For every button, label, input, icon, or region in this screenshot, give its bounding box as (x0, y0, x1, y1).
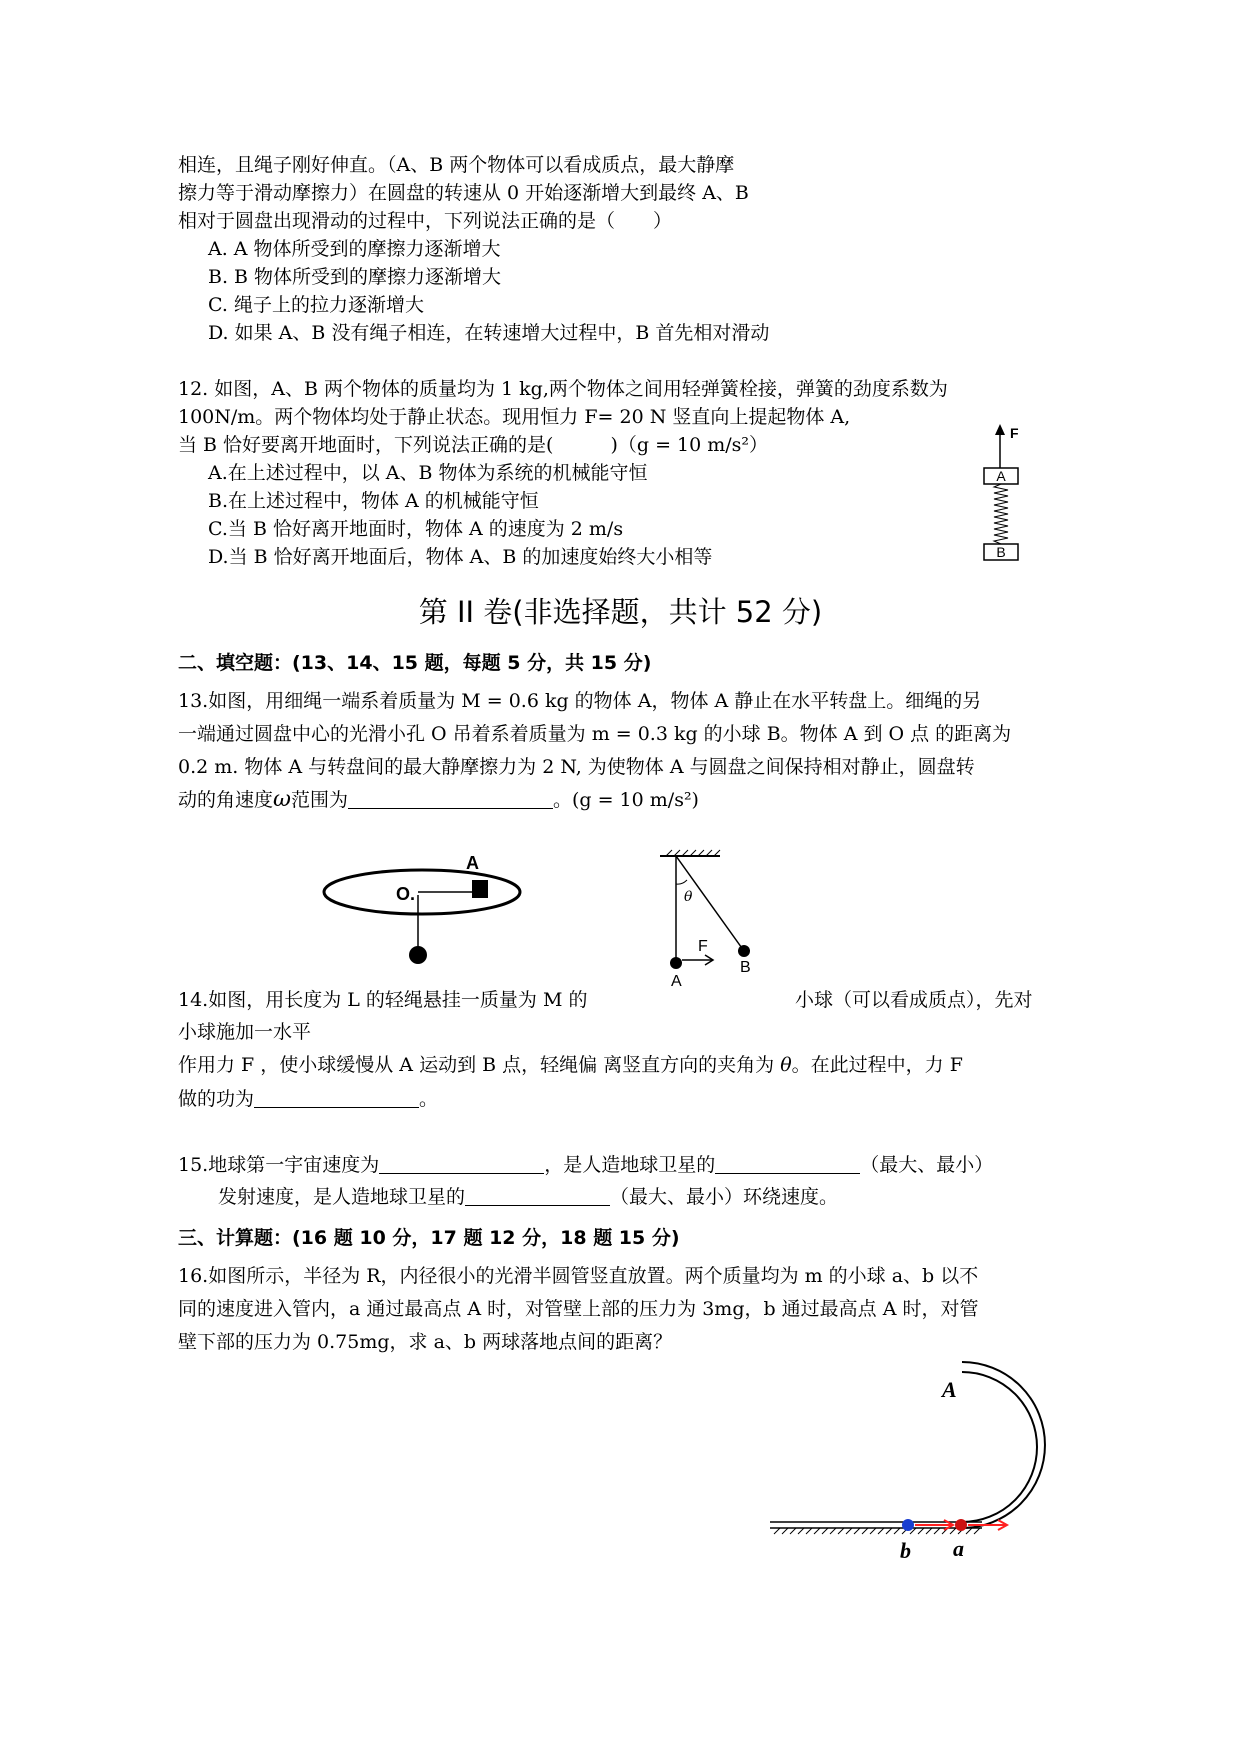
ball-b (409, 946, 427, 964)
q11-line-3: 相对于圆盘出现滑动的过程中，下列说法正确的是（ ） (178, 210, 673, 232)
block-a (472, 880, 488, 898)
q12-line-2: 100N/m。两个物体均处于静止状态。现用恒力 F= 20 N 竖直向上提起物体 A, (178, 406, 851, 428)
q16-label-b: b (900, 1538, 911, 1563)
q15-blank-1[interactable] (379, 1153, 544, 1174)
q13-line4-after: 。(g = 10 m/s²) (552, 789, 699, 811)
q14-pendulum-figure (660, 848, 780, 998)
q14-line-1: 14.如图，用长度为 L 的轻绳悬挂一质量为 M 的 (178, 989, 588, 1011)
tube-outer-wall (962, 1362, 1045, 1528)
section2-heading: 二、填空题：(13、14、15 题，每题 5 分，共 15 分) (178, 652, 652, 674)
q16-line-2: 同的速度进入管内，a 通过最高点 A 时，对管壁上部的压力为 3mg，b 通过最高点 A 时，对管 (178, 1298, 979, 1320)
q15-blank-3[interactable] (465, 1185, 610, 1206)
q13-answer-blank[interactable] (348, 788, 553, 809)
q15-line1-mid: ，是人造地球卫星的 (544, 1154, 716, 1176)
q14-line4-before: 做的功为 (178, 1088, 255, 1110)
omega-symbol: ω (273, 787, 291, 812)
section3-heading: 三、计算题：(16 题 10 分，17 题 12 分，18 题 15 分) (178, 1227, 680, 1249)
q15-line2-before: 发射速度，是人造地球卫星的 (218, 1186, 466, 1208)
force-arrow-head (995, 424, 1005, 435)
q14-label-a: A (671, 973, 682, 990)
q13-turntable-figure (318, 850, 528, 970)
q11-option-b: B. B 物体所受到的摩擦力逐渐增大 (208, 266, 502, 288)
q15-line-2 (218, 1184, 838, 1210)
angle-arc (676, 880, 687, 884)
q11-line-1: 相连，且绳子刚好伸直。（A、B 两个物体可以看成质点，最大静摩 (178, 154, 735, 176)
q14-label-b: B (740, 959, 751, 976)
q13-label-o: O. (396, 884, 416, 904)
q16-label-a: a (953, 1536, 964, 1561)
ball-a (955, 1519, 967, 1531)
q11-option-c: C. 绳子上的拉力逐渐增大 (208, 294, 424, 316)
q14-line3-before: 作用力 F ，使小球缓慢从 A 运动到 B 点，轻绳偏 离竖直方向的夹角为 (178, 1054, 775, 1076)
q14-label-f: F (698, 938, 708, 955)
q12-label-f: F (1010, 425, 1019, 441)
theta-symbol: θ (780, 1054, 792, 1076)
q15-line1-after: （最大、最小） (860, 1154, 994, 1176)
q14-label-theta: θ (684, 889, 693, 905)
q14-line4-after: 。 (419, 1088, 439, 1110)
q12-spring-figure (970, 420, 1050, 570)
q12-option-b: B.在上述过程中，物体 A 的机械能守恒 (208, 490, 539, 512)
q15-blank-2[interactable] (715, 1153, 860, 1174)
q13-line-3: 0.2 m. 物体 A 与转盘间的最大静摩擦力为 2 N, 为使物体 A 与圆盘之间保持相对静止，圆盘转 (178, 756, 975, 778)
q15-line1-before: 15.地球第一宇宙速度为 (178, 1154, 380, 1176)
q12-label-b: B (996, 544, 1006, 560)
q12-line-1: 12. 如图，A、B 两个物体的质量均为 1 kg,两个物体之间用轻弹簧栓接，弹簧的劲度系数为 (178, 378, 948, 400)
spring (994, 484, 1008, 544)
q14-line-4 (178, 1086, 438, 1112)
q11-option-d: D. 如果 A、B 没有绳子相连，在转速增大过程中，B 首先相对滑动 (208, 322, 770, 344)
q15-line2-after: （最大、最小）环绕速度。 (610, 1186, 839, 1208)
q13-line-2: 一端通过圆盘中心的光滑小孔 O 吊着系着质量为 m = 0.3 kg 的小球 B。物体 A 到 O 点 的距离为 (178, 723, 1012, 745)
q14-line-2: 小球施加一水平 (178, 1021, 312, 1043)
q16-semicircle-tube-figure (770, 1360, 1060, 1570)
q14-line-1-right: 小球（可以看成质点），先对 (795, 989, 1033, 1011)
q14-line3-after: 。在此过程中，力 F (791, 1054, 963, 1076)
part2-title: 第 II 卷(非选择题，共计 52 分) (418, 595, 823, 629)
q13-line4-mid: 范围为 (290, 789, 348, 811)
q13-line-1: 13.如图，用细绳一端系着质量为 M = 0.6 kg 的物体 A，物体 A 静止在水平转盘上。细绳的另 (178, 690, 982, 712)
q12-option-a: A.在上述过程中，以 A、B 物体为系统的机械能守恒 (208, 462, 648, 484)
q12-option-c: C.当 B 恰好离开地面时，物体 A 的速度为 2 m/s (208, 518, 624, 540)
q14-line-3 (178, 1052, 963, 1078)
ball-b (902, 1519, 914, 1531)
q12-line-3: 当 B 恰好要离开地面时，下列说法正确的是( )（g = 10 m/s²） (178, 434, 769, 456)
q12-label-a: A (996, 468, 1006, 484)
q13-label-a: A (466, 853, 479, 873)
q16-label-a-top: A (942, 1377, 957, 1402)
q13-line-4 (178, 787, 699, 813)
q15-line-1 (178, 1152, 993, 1178)
q12-option-d: D.当 B 恰好离开地面后，物体 A、B 的加速度始终大小相等 (208, 546, 713, 568)
q11-option-a: A. A 物体所受到的摩擦力逐渐增大 (208, 238, 501, 260)
q16-line-1: 16.如图所示，半径为 R，内径很小的光滑半圆管竖直放置。两个质量均为 m 的小球 a、b 以不 (178, 1265, 979, 1287)
q11-line-2: 擦力等于滑动摩擦力）在圆盘的转速从 0 开始逐渐增大到最终 A、B (178, 182, 749, 204)
q16-line-3: 壁下部的压力为 0.75mg，求 a、b 两球落地点间的距离？ (178, 1331, 673, 1353)
ground-hatch (774, 1528, 980, 1534)
ball-at-b (738, 945, 750, 957)
q13-line4-before: 动的角速度 (178, 789, 274, 811)
ball-at-a (670, 957, 682, 969)
q14-answer-blank[interactable] (254, 1087, 419, 1108)
